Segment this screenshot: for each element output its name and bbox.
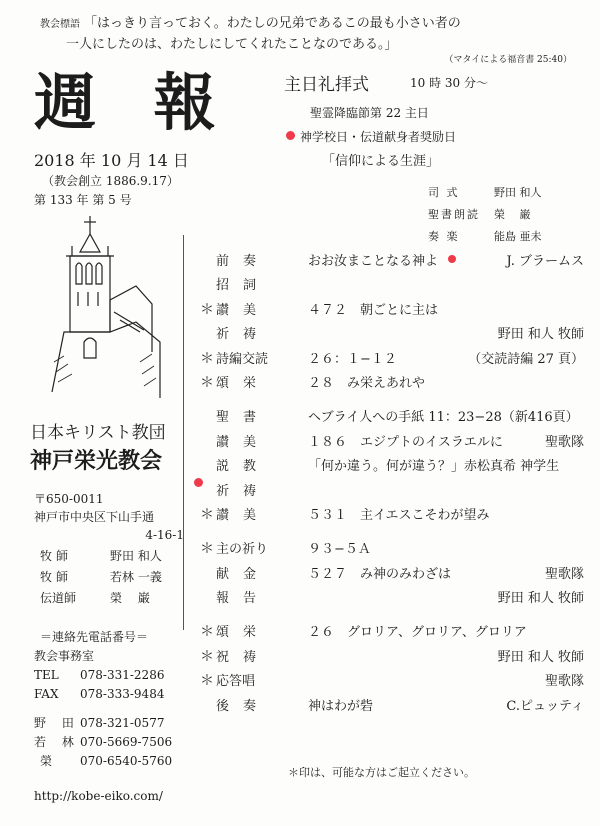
column-divider	[183, 235, 184, 630]
church-address	[34, 490, 184, 544]
order-row	[200, 370, 590, 394]
motto-label: 教会標語	[40, 19, 80, 30]
phone-number: 070-5669-7506	[80, 735, 173, 749]
church-name: 神戸栄光教会	[30, 448, 163, 474]
order-of-worship	[200, 248, 590, 717]
item-name: 聖書	[216, 410, 271, 426]
liturgical-sunday: 聖霊降臨節第 22 主日	[310, 106, 429, 120]
item-name: 前奏	[216, 254, 271, 269]
order-row	[200, 668, 590, 692]
stand-mark: ＊	[200, 374, 214, 391]
role-name: 榮 巌	[494, 208, 531, 221]
order-row	[200, 453, 590, 477]
order-row	[200, 429, 590, 453]
order-row	[200, 644, 590, 668]
item-name: 讃美	[216, 434, 271, 450]
role-row	[428, 182, 542, 204]
sermon-dot-icon	[194, 478, 203, 487]
order-row	[200, 404, 590, 428]
order-row	[200, 321, 590, 345]
staff-row	[40, 588, 162, 609]
item-name: 詩編交読	[216, 351, 269, 367]
role-row	[428, 204, 542, 226]
page-title: 週 報	[34, 66, 234, 139]
contact-heading: ＝連絡先電話番号＝	[40, 630, 149, 644]
item-content: ２６ グロリア、グロリア、グロリア	[308, 625, 527, 641]
item-content: ５３１ 主イエスこそわが望み	[308, 507, 490, 523]
contact-block	[34, 628, 172, 771]
tel-label: TEL	[34, 668, 59, 682]
issue-date: 2018 年 10 月 14 日	[34, 151, 189, 170]
phone-name: 榮	[40, 754, 59, 768]
fax-label: FAX	[34, 687, 59, 701]
order-row	[200, 693, 590, 717]
item-name: 報告	[216, 591, 271, 607]
special-day: 神学校日・伝道献身者奨励日	[300, 130, 457, 144]
order-row	[200, 561, 590, 585]
staff-row	[40, 567, 162, 588]
item-content: おお汝まことなる神よ	[308, 254, 439, 269]
item-name: 祈祷	[216, 483, 271, 499]
stand-mark: ＊	[200, 301, 214, 318]
item-right: 聖歌隊	[544, 674, 584, 690]
item-right: 聖歌隊	[544, 566, 584, 582]
order-row	[200, 297, 590, 321]
website-url: http://kobe-eiko.com/	[34, 789, 163, 803]
staff-list	[40, 546, 162, 609]
stand-mark: ＊	[200, 541, 214, 558]
postal-code: 〒650-0011	[34, 492, 104, 506]
staff-name: 榮 巌	[110, 591, 150, 605]
denomination: 日本キリスト教団	[30, 423, 166, 443]
item-name: 頌栄	[216, 375, 271, 391]
item-name: 讃美	[216, 507, 271, 523]
service-roles	[428, 182, 542, 248]
item-right: C.ピュッティ	[506, 698, 584, 714]
section-gap	[200, 609, 590, 619]
stand-mark: ＊	[200, 673, 214, 690]
item-right: 野田 和人 牧師	[497, 649, 584, 665]
phone-number: 078-321-0577	[80, 716, 165, 730]
item-content: ２６：１−１２	[308, 351, 397, 367]
item-right: （交読詩編 27 頁）	[468, 351, 584, 367]
item-content: 神はわが砦	[308, 698, 374, 714]
tel-number: 078-331-2286	[80, 668, 165, 682]
motto-line-2: 一人にしたのは、わたしにしてくれたことなのである。」	[66, 37, 398, 52]
order-row	[200, 478, 590, 502]
role-row	[428, 226, 542, 248]
item-name: 応答唱	[216, 674, 256, 690]
service-theme: 「信仰による生涯」	[322, 154, 440, 169]
item-name: 讃美	[216, 302, 271, 318]
church-illustration-icon	[44, 212, 164, 402]
section-gap	[200, 394, 590, 404]
founded-date: （教会創立 1886.9.17）	[42, 174, 179, 188]
motto-line-1: 「はっきり言っておく。わたしの兄弟であるこの最も小さい者の	[84, 16, 461, 31]
item-name: 後奏	[216, 698, 271, 714]
special-day-dot-icon	[286, 131, 295, 140]
role-name: 能島 亜未	[494, 230, 542, 243]
role-name: 野田 和人	[494, 186, 542, 199]
item-content: ２８ み栄えあれや	[308, 375, 426, 391]
service-title: 主日礼拝式	[284, 75, 369, 95]
address-line-1: 神戸市中央区下山手通	[34, 510, 155, 524]
office-label: 教会事務室	[34, 649, 95, 663]
item-name: 頌栄	[216, 625, 271, 641]
item-content: １８６ エジプトのイスラエルに	[308, 434, 503, 450]
order-row	[200, 248, 590, 272]
church-motto	[40, 14, 461, 55]
footer-note: ＊印は、可能な方はご起立ください。	[288, 766, 475, 779]
staff-name: 野田 和人	[110, 549, 162, 563]
item-name: 説教	[216, 459, 271, 475]
staff-title: 伝道師	[40, 591, 77, 605]
item-right: 野田 和人 牧師	[497, 591, 584, 607]
staff-title: 牧師	[40, 570, 73, 584]
order-row	[200, 585, 590, 609]
item-name: 招詞	[216, 278, 271, 294]
item-name: 主の祈り	[216, 542, 269, 558]
item-name: 祈祷	[216, 327, 271, 343]
section-gap	[200, 526, 590, 536]
stand-mark: ＊	[200, 648, 214, 665]
phone-number: 070-6540-5760	[80, 754, 173, 768]
staff-title: 牧師	[40, 549, 73, 563]
phone-name: 若 林	[34, 735, 80, 749]
highlight-dot-icon	[448, 255, 456, 263]
role-label: 奏 楽	[428, 230, 460, 243]
service-time: 10 時 30 分〜	[410, 76, 488, 90]
stand-mark: ＊	[200, 624, 214, 641]
stand-mark: ＊	[200, 506, 214, 523]
staff-row	[40, 546, 162, 567]
order-row	[200, 502, 590, 526]
address-line-2: 4-16-1	[145, 528, 184, 542]
item-name: 祝祷	[216, 649, 271, 665]
order-row	[200, 346, 590, 370]
item-content: ４７２ 朝ごとに主は	[308, 302, 439, 318]
role-label: 聖書朗読	[428, 208, 480, 221]
item-content: ９３−５Ａ	[308, 542, 371, 558]
motto-source: （マタイによる福音書 25:40）	[444, 55, 572, 65]
order-row	[200, 536, 590, 560]
staff-name: 若林 一義	[110, 570, 162, 584]
item-content: 「何か違う。何が違う？」赤松真希 神学生	[308, 459, 560, 475]
phone-name: 野 田	[34, 716, 80, 730]
role-label: 司 式	[428, 186, 460, 199]
item-content: ５２７ み神のみわざは	[308, 566, 452, 582]
item-right: 聖歌隊	[544, 434, 584, 450]
item-content: ヘブライ人への手紙 11：23−28（新416頁）	[308, 410, 579, 426]
order-row	[200, 619, 590, 643]
issue-number: 第 133 年 第 5 号	[34, 193, 132, 207]
fax-number: 078-333-9484	[80, 687, 165, 701]
item-name: 献金	[216, 566, 271, 582]
order-row	[200, 272, 590, 296]
stand-mark: ＊	[200, 350, 214, 367]
item-right: J. ブラームス	[506, 254, 584, 269]
item-right: 野田 和人 牧師	[497, 327, 584, 343]
